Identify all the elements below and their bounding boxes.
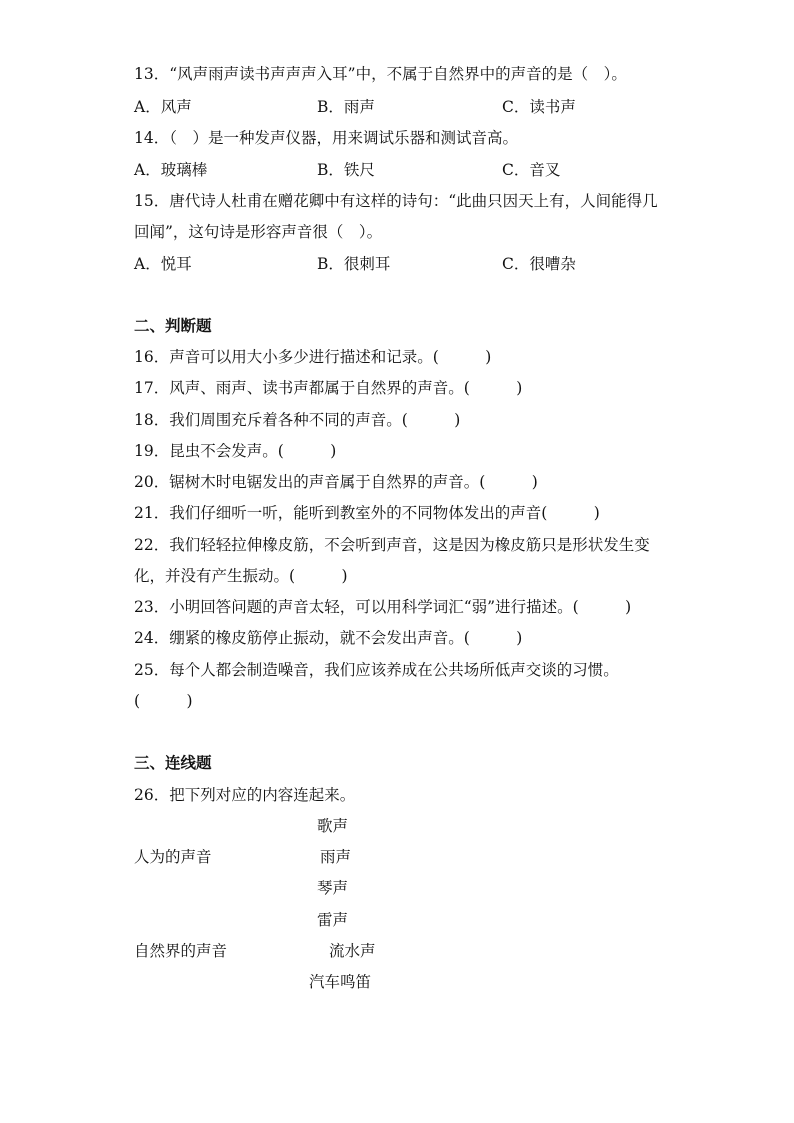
question-14: 14．（ ）是一种发声仪器，用来调试乐器和测试音高。 bbox=[134, 129, 518, 147]
section-title-true-false: 二、判断题 bbox=[134, 316, 212, 335]
tf-item: 17．风声、雨声、读书声都属于自然界的声音。( ) bbox=[134, 379, 523, 397]
tf-item: 25．每个人都会制造噪音，我们应该养成在公共场所低声交谈的习惯。 bbox=[134, 661, 619, 679]
q14-option-c: C．音叉 bbox=[502, 161, 561, 179]
match-left-item: 自然界的声音 bbox=[134, 942, 228, 960]
tf-item: 16．声音可以用大小多少进行描述和记录。( ) bbox=[134, 348, 492, 366]
q13-option-c: C．读书声 bbox=[502, 98, 576, 116]
q14-option-a: A．玻璃棒 bbox=[134, 161, 208, 179]
match-right-item: 雨声 bbox=[320, 848, 352, 866]
q13-option-a: A．风声 bbox=[134, 98, 192, 116]
match-right-item: 歌声 bbox=[317, 817, 349, 835]
q15-option-a: A．悦耳 bbox=[134, 255, 192, 273]
question-15-line2: 回闻”，这句诗是形容声音很（ ）。 bbox=[134, 223, 383, 241]
q13-option-b: B．雨声 bbox=[317, 98, 375, 116]
q14-option-b: B．铁尺 bbox=[317, 161, 375, 179]
match-left-item: 人为的声音 bbox=[134, 848, 212, 866]
question-26: 26．把下列对应的内容连起来。 bbox=[134, 786, 356, 804]
section-title-matching: 三、连线题 bbox=[134, 753, 212, 772]
q15-option-b: B．很刺耳 bbox=[317, 255, 391, 273]
tf-item: 23．小明回答问题的声音太轻，可以用科学词汇“弱”进行描述。( ) bbox=[134, 598, 632, 616]
tf-item-continued: ( ) bbox=[134, 692, 193, 710]
tf-item: 21．我们仔细听一听，能听到教室外的不同物体发出的声音( ) bbox=[134, 504, 600, 522]
tf-item: 18．我们周围充斥着各种不同的声音。( ) bbox=[134, 411, 461, 429]
match-right-item: 流水声 bbox=[329, 942, 376, 960]
question-15-line1: 15．唐代诗人杜甫在赠花卿中有这样的诗句：“此曲只因天上有，人间能得几 bbox=[134, 192, 658, 210]
q15-option-c: C．很嘈杂 bbox=[502, 255, 576, 273]
question-13: 13．“风声雨声读书声声声入耳”中，不属于自然界中的声音的是（ ）。 bbox=[134, 65, 627, 83]
tf-item: 19．昆虫不会发声。( ) bbox=[134, 442, 337, 460]
tf-item: 22．我们轻轻拉伸橡皮筋，不会听到声音，这是因为橡皮筋只是形状发生变 bbox=[134, 536, 650, 554]
match-right-item: 雷声 bbox=[317, 911, 349, 929]
match-right-item: 琴声 bbox=[317, 879, 349, 897]
match-right-item: 汽车鸣笛 bbox=[309, 973, 372, 991]
tf-item-continued: 化，并没有产生振动。( ) bbox=[134, 567, 348, 585]
tf-item: 20．锯树木时电锯发出的声音属于自然界的声音。( ) bbox=[134, 473, 538, 491]
tf-item: 24．绷紧的橡皮筋停止振动，就不会发出声音。( ) bbox=[134, 629, 523, 647]
